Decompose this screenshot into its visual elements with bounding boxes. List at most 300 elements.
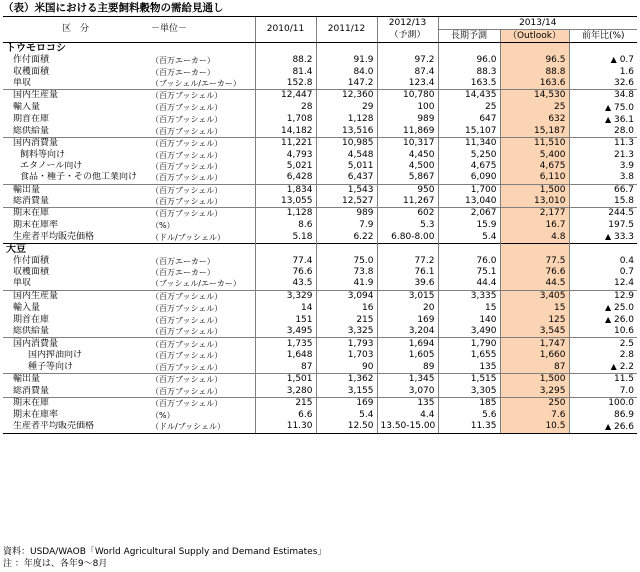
value-cell-v4: 11.35 [438, 421, 500, 434]
row-label: 国内消費量 [3, 137, 148, 149]
value-cell-v1: 11,221 [255, 137, 316, 149]
yoy-value: 1.6 [619, 66, 635, 77]
value-cell-v4: 163.5 [438, 78, 500, 90]
yoy-value: 33.3 [613, 232, 635, 243]
value-cell-v4: 5.4 [438, 231, 500, 244]
yoy-cell [569, 278, 637, 290]
value-cell-v5: 76.6 [500, 267, 569, 278]
table-row [3, 278, 637, 290]
yoy-value: 66.7 [613, 184, 635, 195]
header-2012-sub: （予測） [377, 30, 438, 43]
empty-cell [500, 43, 569, 55]
value-cell-v5: 3,295 [500, 386, 569, 398]
yoy-cell [569, 361, 637, 374]
yoy-cell [569, 290, 637, 302]
value-cell-v3: 20 [377, 302, 438, 314]
value-cell-v3: 1,345 [377, 374, 438, 386]
value-cell-v5: 25 [500, 102, 569, 114]
value-cell-v2: 91.9 [316, 54, 377, 66]
table-row [3, 126, 637, 138]
empty-cell [438, 244, 500, 256]
empty-cell [255, 244, 316, 256]
value-cell-v1: 87 [255, 361, 316, 374]
empty-cell [569, 244, 637, 256]
row-unit: （百万ブッシェル） [151, 327, 223, 337]
value-cell-v1: 5.18 [255, 231, 316, 244]
value-cell-v3: 97.2 [377, 54, 438, 66]
value-cell-v5: 6,110 [500, 172, 569, 184]
value-cell-v5: 3,545 [500, 326, 569, 338]
yoy-value: 2.5 [619, 338, 635, 349]
value-cell-v2: 1,793 [316, 338, 377, 350]
yoy-value: 36.1 [613, 114, 635, 125]
value-cell-v2: 12,527 [316, 196, 377, 208]
value-cell-v5: 44.5 [500, 278, 569, 290]
empty-cell [255, 43, 316, 55]
value-cell-v5: 87 [500, 361, 569, 374]
table-row [3, 350, 637, 361]
value-cell-v2: 1,362 [316, 374, 377, 386]
header-2013: 2013/14 [438, 17, 637, 30]
row-label: 生産者平均販売価格 [3, 421, 148, 434]
yoy-cell [569, 350, 637, 361]
yoy-value: 26.6 [613, 421, 635, 432]
value-cell-v2: 13,516 [316, 126, 377, 138]
value-cell-v4: 13,040 [438, 196, 500, 208]
table-row [3, 196, 637, 208]
value-cell-v3: 77.2 [377, 255, 438, 266]
table-row [3, 220, 637, 231]
value-cell-v4: 15.9 [438, 220, 500, 231]
value-cell-v3: 100 [377, 102, 438, 114]
value-cell-v2: 84.0 [316, 66, 377, 77]
yoy-value: 21.3 [613, 149, 635, 160]
value-cell-v2: 75.0 [316, 255, 377, 266]
yoy-cell [569, 421, 637, 434]
row-unit: （百万ブッシェル） [151, 351, 223, 360]
row-unit: （百万ブッシェル） [151, 161, 223, 171]
value-cell-v2: 3,325 [316, 326, 377, 338]
row-unit: （百万ブッシェル） [148, 184, 255, 196]
value-cell-v1: 14 [255, 302, 316, 314]
row-unit: （百万ブッシェル） [148, 338, 255, 350]
section-title: 大豆 [3, 244, 148, 256]
yoy-value: 75.0 [613, 102, 635, 113]
table-row [3, 149, 637, 160]
row-label: 国内消費量 [3, 338, 148, 350]
value-cell-v1: 1,501 [255, 374, 316, 386]
yoy-cell [569, 54, 637, 66]
header-2012: 2012/13 [377, 17, 438, 30]
row-unit: （百万ブッシェル） [151, 315, 223, 325]
row-label: 国内生産量 [3, 290, 148, 302]
value-cell-v4: 1,790 [438, 338, 500, 350]
table-row [3, 54, 637, 66]
row-label: 生産者平均販売価格 [13, 231, 95, 242]
yoy-value: 11.3 [613, 138, 635, 149]
value-cell-v1: 3,329 [255, 290, 316, 302]
value-cell-v2: 5.4 [316, 409, 377, 420]
section-header [3, 244, 637, 256]
yoy-value: 34.8 [613, 90, 635, 101]
value-cell-v1: 81.4 [255, 66, 316, 77]
value-cell-v5: 163.6 [500, 78, 569, 90]
empty-cell [500, 244, 569, 256]
table-row [3, 314, 637, 326]
yoy-cell [569, 338, 637, 350]
section-title: トウモロコシ [3, 43, 148, 55]
yoy-value: 244.5 [608, 208, 635, 219]
value-cell-v1: 4,793 [255, 149, 316, 160]
table-body [3, 43, 637, 434]
value-cell-v1: 12,447 [255, 90, 316, 102]
decrease-triangle-icon: ▲ [604, 232, 612, 242]
value-cell-v5: 15 [500, 302, 569, 314]
row-unit: （百万ブッシェル） [151, 197, 223, 207]
value-cell-v4: 6,090 [438, 172, 500, 184]
table-row [3, 386, 637, 398]
value-cell-v3: 87.4 [377, 66, 438, 77]
value-cell-v3: 1,694 [377, 338, 438, 350]
yoy-value: 11.5 [613, 374, 635, 385]
table-row [3, 397, 637, 409]
row-unit: （百万ブッシェル） [151, 103, 223, 113]
yoy-cell [569, 255, 637, 266]
row-unit: （百万エーカー） [151, 256, 215, 266]
supply-demand-table [3, 16, 637, 434]
value-cell-v1: 76.6 [255, 267, 316, 278]
row-label: 輸入量 [13, 302, 41, 313]
row-unit: （百万ブッシェル） [148, 397, 255, 409]
value-cell-v5: 125 [500, 314, 569, 326]
value-cell-v4: 25 [438, 102, 500, 114]
value-cell-v4: 135 [438, 361, 500, 374]
value-cell-v5: 2,177 [500, 208, 569, 220]
row-unit: （百万ブッシェル） [148, 374, 255, 386]
row-label: 期首在庫 [13, 114, 50, 125]
table-row [3, 267, 637, 278]
row-unit: （百万ブッシェル） [151, 386, 223, 396]
header-2013-outlook: （Outlook） [500, 30, 569, 43]
row-label: 国内生産量 [3, 90, 148, 102]
header-2011: 2011/12 [316, 17, 377, 43]
row-label: 総消費量 [13, 385, 50, 396]
value-cell-v2: 6,437 [316, 172, 377, 184]
value-cell-v1: 13,055 [255, 196, 316, 208]
table-row [3, 208, 637, 220]
yoy-value: 0.4 [619, 255, 635, 266]
value-cell-v1: 8.6 [255, 220, 316, 231]
row-label: 単収 [13, 77, 32, 88]
yoy-cell [569, 184, 637, 196]
value-cell-v2: 169 [316, 397, 377, 409]
yoy-cell [569, 78, 637, 90]
value-cell-v2: 10,985 [316, 137, 377, 149]
row-label: 収穫面積 [13, 66, 50, 77]
value-cell-v1: 6,428 [255, 172, 316, 184]
table-row [3, 172, 637, 184]
value-cell-v5: 88.8 [500, 66, 569, 77]
yoy-value: 3.8 [619, 172, 635, 183]
value-cell-v4: 88.3 [438, 66, 500, 77]
table-row [3, 326, 637, 338]
yoy-cell [569, 220, 637, 231]
value-cell-v3: 1,605 [377, 350, 438, 361]
yoy-cell [569, 137, 637, 149]
decrease-triangle-icon: ▲ [604, 421, 612, 431]
value-cell-v4: 5.6 [438, 409, 500, 420]
value-cell-v2: 1,703 [316, 350, 377, 361]
yoy-cell [569, 149, 637, 160]
row-label: 輸出量 [3, 374, 148, 386]
row-unit: （ブッシェル/エーカー） [151, 279, 241, 289]
yoy-cell [569, 397, 637, 409]
row-label: 期首在庫 [13, 314, 50, 325]
value-cell-v2: 16 [316, 302, 377, 314]
value-cell-v4: 76.0 [438, 255, 500, 266]
decrease-triangle-icon: ▲ [604, 102, 612, 112]
row-unit: （%） [151, 220, 175, 230]
value-cell-v1: 215 [255, 397, 316, 409]
row-unit: （百万ブッシェル） [148, 208, 255, 220]
empty-cell [438, 43, 500, 55]
table-row [3, 137, 637, 149]
yoy-cell [569, 126, 637, 138]
row-label: 期末在庫率 [13, 219, 59, 230]
value-cell-v4: 3,335 [438, 290, 500, 302]
decrease-triangle-icon: ▲ [604, 114, 612, 124]
value-cell-v2: 6.22 [316, 231, 377, 244]
row-unit: （百万ブッシェル） [151, 150, 223, 160]
value-cell-v2: 41.9 [316, 278, 377, 290]
table-row [3, 161, 637, 172]
value-cell-v1: 77.4 [255, 255, 316, 266]
value-cell-v3: 89 [377, 361, 438, 374]
yoy-cell [569, 172, 637, 184]
empty-cell [316, 244, 377, 256]
row-label: 期末在庫率 [13, 409, 59, 420]
value-cell-v4: 44.4 [438, 278, 500, 290]
empty-cell [569, 43, 637, 55]
value-cell-v1: 3,280 [255, 386, 316, 398]
footnote-note: 注 ：年度は、各年9～8月 [3, 559, 108, 569]
row-label: 作付面積 [13, 255, 50, 266]
value-cell-v4: 3,305 [438, 386, 500, 398]
decrease-triangle-icon: ▲ [604, 303, 612, 313]
value-cell-v3: 10,317 [377, 137, 438, 149]
row-unit: （百万ブッシェル） [151, 126, 223, 136]
row-label: 輸入量 [13, 102, 41, 113]
value-cell-v1: 28 [255, 102, 316, 114]
value-cell-v3: 602 [377, 208, 438, 220]
decrease-triangle-icon: ▲ [610, 362, 617, 372]
value-cell-v2: 3,094 [316, 290, 377, 302]
table-row [3, 114, 637, 126]
value-cell-v4: 14,435 [438, 90, 500, 102]
value-cell-v1: 88.2 [255, 54, 316, 66]
row-label: 飼料等向け [20, 149, 66, 160]
yoy-cell [569, 267, 637, 278]
value-cell-v5: 77.5 [500, 255, 569, 266]
header-yoy: 前年比(%) [569, 30, 637, 43]
value-cell-v2: 7.9 [316, 220, 377, 231]
row-unit: （百万エーカー） [151, 55, 215, 65]
empty-cell [377, 244, 438, 256]
header-unit: －単位－ [148, 17, 255, 43]
value-cell-v4: 96.0 [438, 54, 500, 66]
yoy-value: 0.7 [619, 267, 635, 278]
value-cell-v2: 12,360 [316, 90, 377, 102]
row-label: 作付面積 [13, 54, 50, 65]
value-cell-v5: 1,500 [500, 374, 569, 386]
row-label: 輸出量 [3, 184, 148, 196]
value-cell-v5: 14,530 [500, 90, 569, 102]
yoy-value: 15.8 [613, 196, 635, 207]
yoy-cell [569, 231, 637, 244]
value-cell-v4: 15 [438, 302, 500, 314]
value-cell-v5: 1,747 [500, 338, 569, 350]
table-row [3, 90, 637, 102]
row-unit: （百万エーカー） [151, 268, 215, 278]
value-cell-v1: 3,495 [255, 326, 316, 338]
value-cell-v1: 6.6 [255, 409, 316, 420]
row-unit: （百万ブッシェル） [148, 90, 255, 102]
value-cell-v1: 14,182 [255, 126, 316, 138]
yoy-cell [569, 66, 637, 77]
value-cell-v5: 96.5 [500, 54, 569, 66]
value-cell-v4: 1,515 [438, 374, 500, 386]
value-cell-v2: 989 [316, 208, 377, 220]
table-row [3, 290, 637, 302]
yoy-value: 2.8 [619, 350, 635, 360]
row-unit: （百万ブッシェル） [148, 290, 255, 302]
table-row [3, 66, 637, 77]
row-unit: （ドル/ブッシェル） [148, 421, 255, 434]
table-row [3, 374, 637, 386]
value-cell-v4: 4,675 [438, 161, 500, 172]
value-cell-v1: 43.5 [255, 278, 316, 290]
table-title: （表）米国における主要飼料穀物の需給見通し [3, 2, 224, 14]
decrease-triangle-icon: ▲ [604, 315, 612, 325]
value-cell-v3: 950 [377, 184, 438, 196]
value-cell-v2: 3,155 [316, 386, 377, 398]
yoy-cell [569, 102, 637, 114]
row-unit: （百万ブッシェル） [148, 137, 255, 149]
row-label: 総供給量 [13, 326, 50, 337]
value-cell-v2: 90 [316, 361, 377, 374]
value-cell-v4: 647 [438, 114, 500, 126]
row-label: 期末在庫 [3, 397, 148, 409]
row-label: 単収 [13, 278, 32, 289]
table-header [3, 17, 637, 43]
value-cell-v5: 13,010 [500, 196, 569, 208]
empty-cell [377, 43, 438, 55]
value-cell-v3: 3,070 [377, 386, 438, 398]
table-row [3, 231, 637, 244]
empty-cell [316, 43, 377, 55]
value-cell-v1: 5,021 [255, 161, 316, 172]
value-cell-v1: 1,735 [255, 338, 316, 350]
row-unit: （ドル/ブッシェル） [151, 232, 225, 242]
value-cell-v3: 10,780 [377, 90, 438, 102]
value-cell-v5: 632 [500, 114, 569, 126]
yoy-value: 26.0 [613, 315, 635, 326]
row-label: エタノール向け [20, 160, 83, 171]
table-row [3, 421, 637, 434]
value-cell-v4: 185 [438, 397, 500, 409]
value-cell-v5: 10.5 [500, 421, 569, 434]
value-cell-v2: 29 [316, 102, 377, 114]
row-label: 食品・種子・その他工業向け [20, 172, 138, 183]
yoy-cell [569, 208, 637, 220]
header-2010: 2010/11 [255, 17, 316, 43]
row-label: 収穫面積 [13, 267, 50, 278]
yoy-value: 25.0 [613, 303, 635, 314]
section-header [3, 43, 637, 55]
value-cell-v5: 1,500 [500, 184, 569, 196]
value-cell-v2: 73.8 [316, 267, 377, 278]
value-cell-v5: 16.7 [500, 220, 569, 231]
row-label: 国内搾油向け [28, 350, 83, 360]
row-unit: （百万ブッシェル） [151, 362, 223, 372]
row-label: 期末在庫 [3, 208, 148, 220]
value-cell-v4: 1,655 [438, 350, 500, 361]
table-row [3, 338, 637, 350]
table-row [3, 409, 637, 420]
yoy-value: 10.6 [613, 326, 635, 337]
table-row [3, 302, 637, 314]
value-cell-v5: 1,660 [500, 350, 569, 361]
value-cell-v5: 11,510 [500, 137, 569, 149]
yoy-cell [569, 161, 637, 172]
value-cell-v2: 12.50 [316, 421, 377, 434]
value-cell-v3: 4,500 [377, 161, 438, 172]
yoy-cell [569, 326, 637, 338]
yoy-value: 3.9 [619, 160, 635, 171]
value-cell-v1: 1,648 [255, 350, 316, 361]
yoy-value: 7.0 [619, 385, 635, 396]
row-unit: （百万ブッシェル） [151, 115, 223, 125]
value-cell-v5: 15,187 [500, 126, 569, 138]
row-unit: （%） [151, 410, 175, 420]
yoy-value: 197.5 [608, 219, 635, 230]
value-cell-v1: 1,128 [255, 208, 316, 220]
yoy-cell [569, 386, 637, 398]
value-cell-v5: 5,400 [500, 149, 569, 160]
row-unit: （百万ブッシェル） [151, 303, 223, 313]
yoy-value: 0.7 [619, 55, 635, 66]
value-cell-v4: 3,490 [438, 326, 500, 338]
value-cell-v2: 1,128 [316, 114, 377, 126]
row-label: 総消費量 [13, 196, 50, 207]
header-row-1 [3, 17, 637, 30]
yoy-cell [569, 302, 637, 314]
yoy-value: 100.0 [608, 398, 635, 409]
table-row [3, 255, 637, 266]
value-cell-v5: 4.8 [500, 231, 569, 244]
table-row [3, 184, 637, 196]
decrease-triangle-icon: ▲ [610, 55, 617, 65]
yoy-cell [569, 409, 637, 420]
yoy-value: 32.6 [613, 77, 635, 88]
value-cell-v3: 3,204 [377, 326, 438, 338]
value-cell-v1: 151 [255, 314, 316, 326]
empty-cell [148, 244, 255, 256]
value-cell-v4: 140 [438, 314, 500, 326]
value-cell-v3: 123.4 [377, 78, 438, 90]
value-cell-v5: 4,675 [500, 161, 569, 172]
value-cell-v5: 7.6 [500, 409, 569, 420]
